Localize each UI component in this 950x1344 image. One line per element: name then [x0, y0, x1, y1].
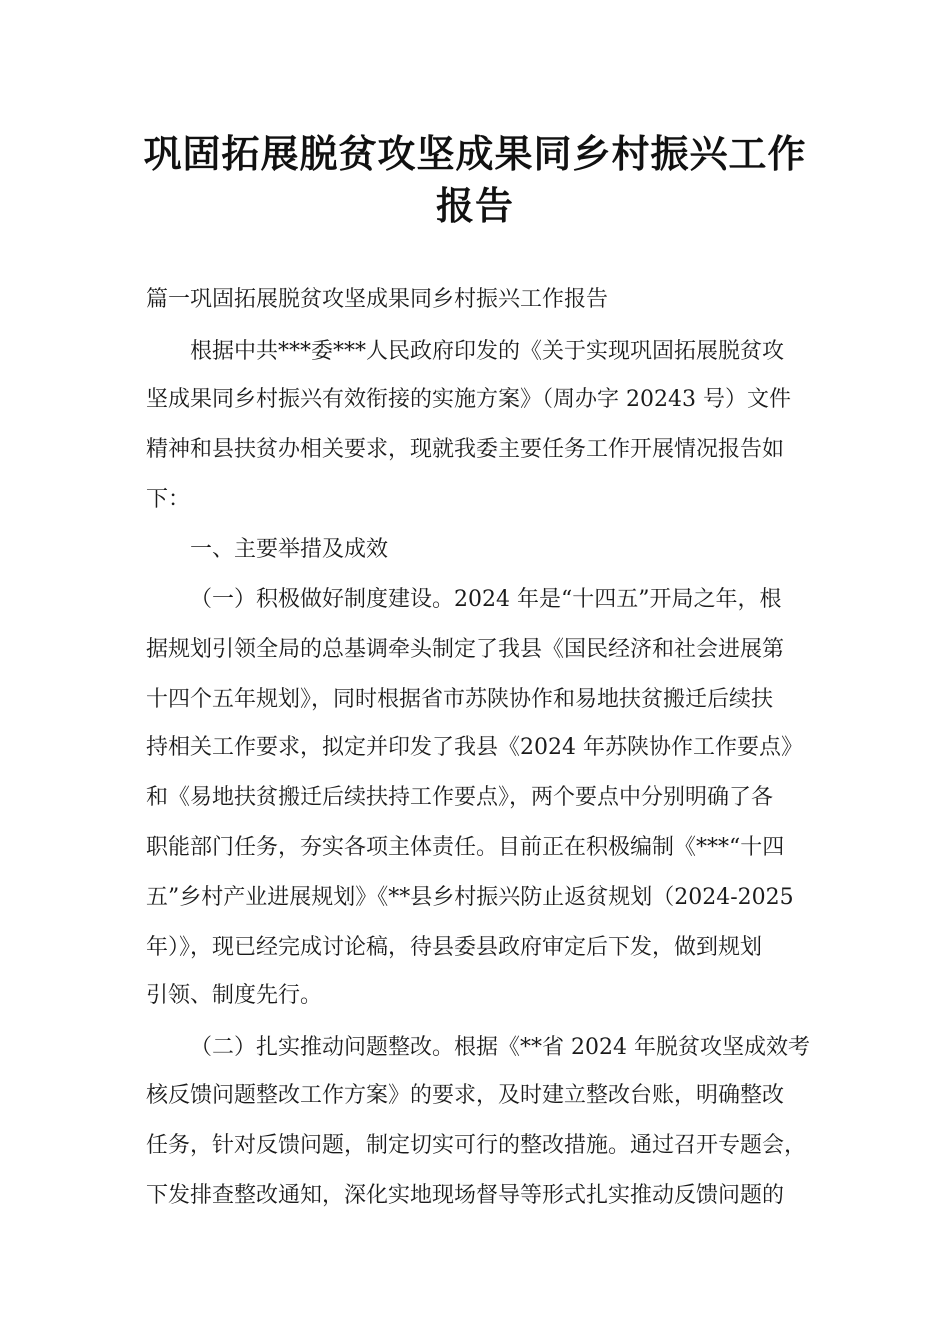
body-line: 核反馈问题整改工作方案》的要求，及时建立整改台账，明确整改	[146, 1083, 785, 1108]
document-title-line-2: 报告	[435, 184, 514, 228]
body-line: 据规划引领全局的总基调牵头制定了我县《国民经济和社会进展第	[146, 637, 785, 662]
body-line: 五”乡村产业进展规划》《**县乡村振兴防止返贫规划（2024-2025	[146, 885, 794, 910]
subtitle: 篇一巩固拓展脱贫攻坚成果同乡村振兴工作报告	[146, 287, 609, 312]
body-line: 下发排查整改通知，深化实地现场督导等形式扎实推动反馈问题的	[146, 1183, 785, 1208]
document-title-line-1: 巩固拓展脱贫攻坚成果同乡村振兴工作	[143, 132, 807, 176]
body-line: 十四个五年规划》，同时根据省市苏陕协作和易地扶贫搬迁后续扶	[146, 687, 774, 712]
body-line: 年）》，现已经完成讨论稿，待县委县政府审定后下发，做到规划	[146, 935, 763, 960]
body-line: 职能部门任务，夯实各项主体责任。目前正在积极编制《***“十四	[146, 835, 785, 860]
body-line: 任务，针对反馈问题，制定切实可行的整改措施。通过召开专题会，	[146, 1133, 807, 1158]
body-line: 精神和县扶贫办相关要求，现就我委主要任务工作开展情况报告如	[146, 437, 785, 462]
body-line: 引领、制度先行。	[146, 983, 323, 1008]
section-heading: 一、主要举措及成效	[190, 537, 389, 562]
body-line: （二）扎实推动问题整改。根据《**省 2024 年脱贫攻坚成效考	[190, 1035, 810, 1060]
body-line: 根据中共***委***人民政府印发的《关于实现巩固拓展脱贫攻	[190, 339, 785, 364]
body-line: 和《易地扶贫搬迁后续扶持工作要点》，两个要点中分别明确了各	[146, 785, 774, 810]
body-line: （一）积极做好制度建设。2024 年是“十四五”开局之年，根	[190, 587, 782, 612]
body-line: 坚成果同乡村振兴有效衔接的实施方案》（周办字 20243 号）文件	[146, 387, 791, 412]
body-line: 下：	[146, 487, 191, 512]
body-line: 持相关工作要求，拟定并印发了我县《2024 年苏陕协作工作要点》	[146, 735, 803, 760]
